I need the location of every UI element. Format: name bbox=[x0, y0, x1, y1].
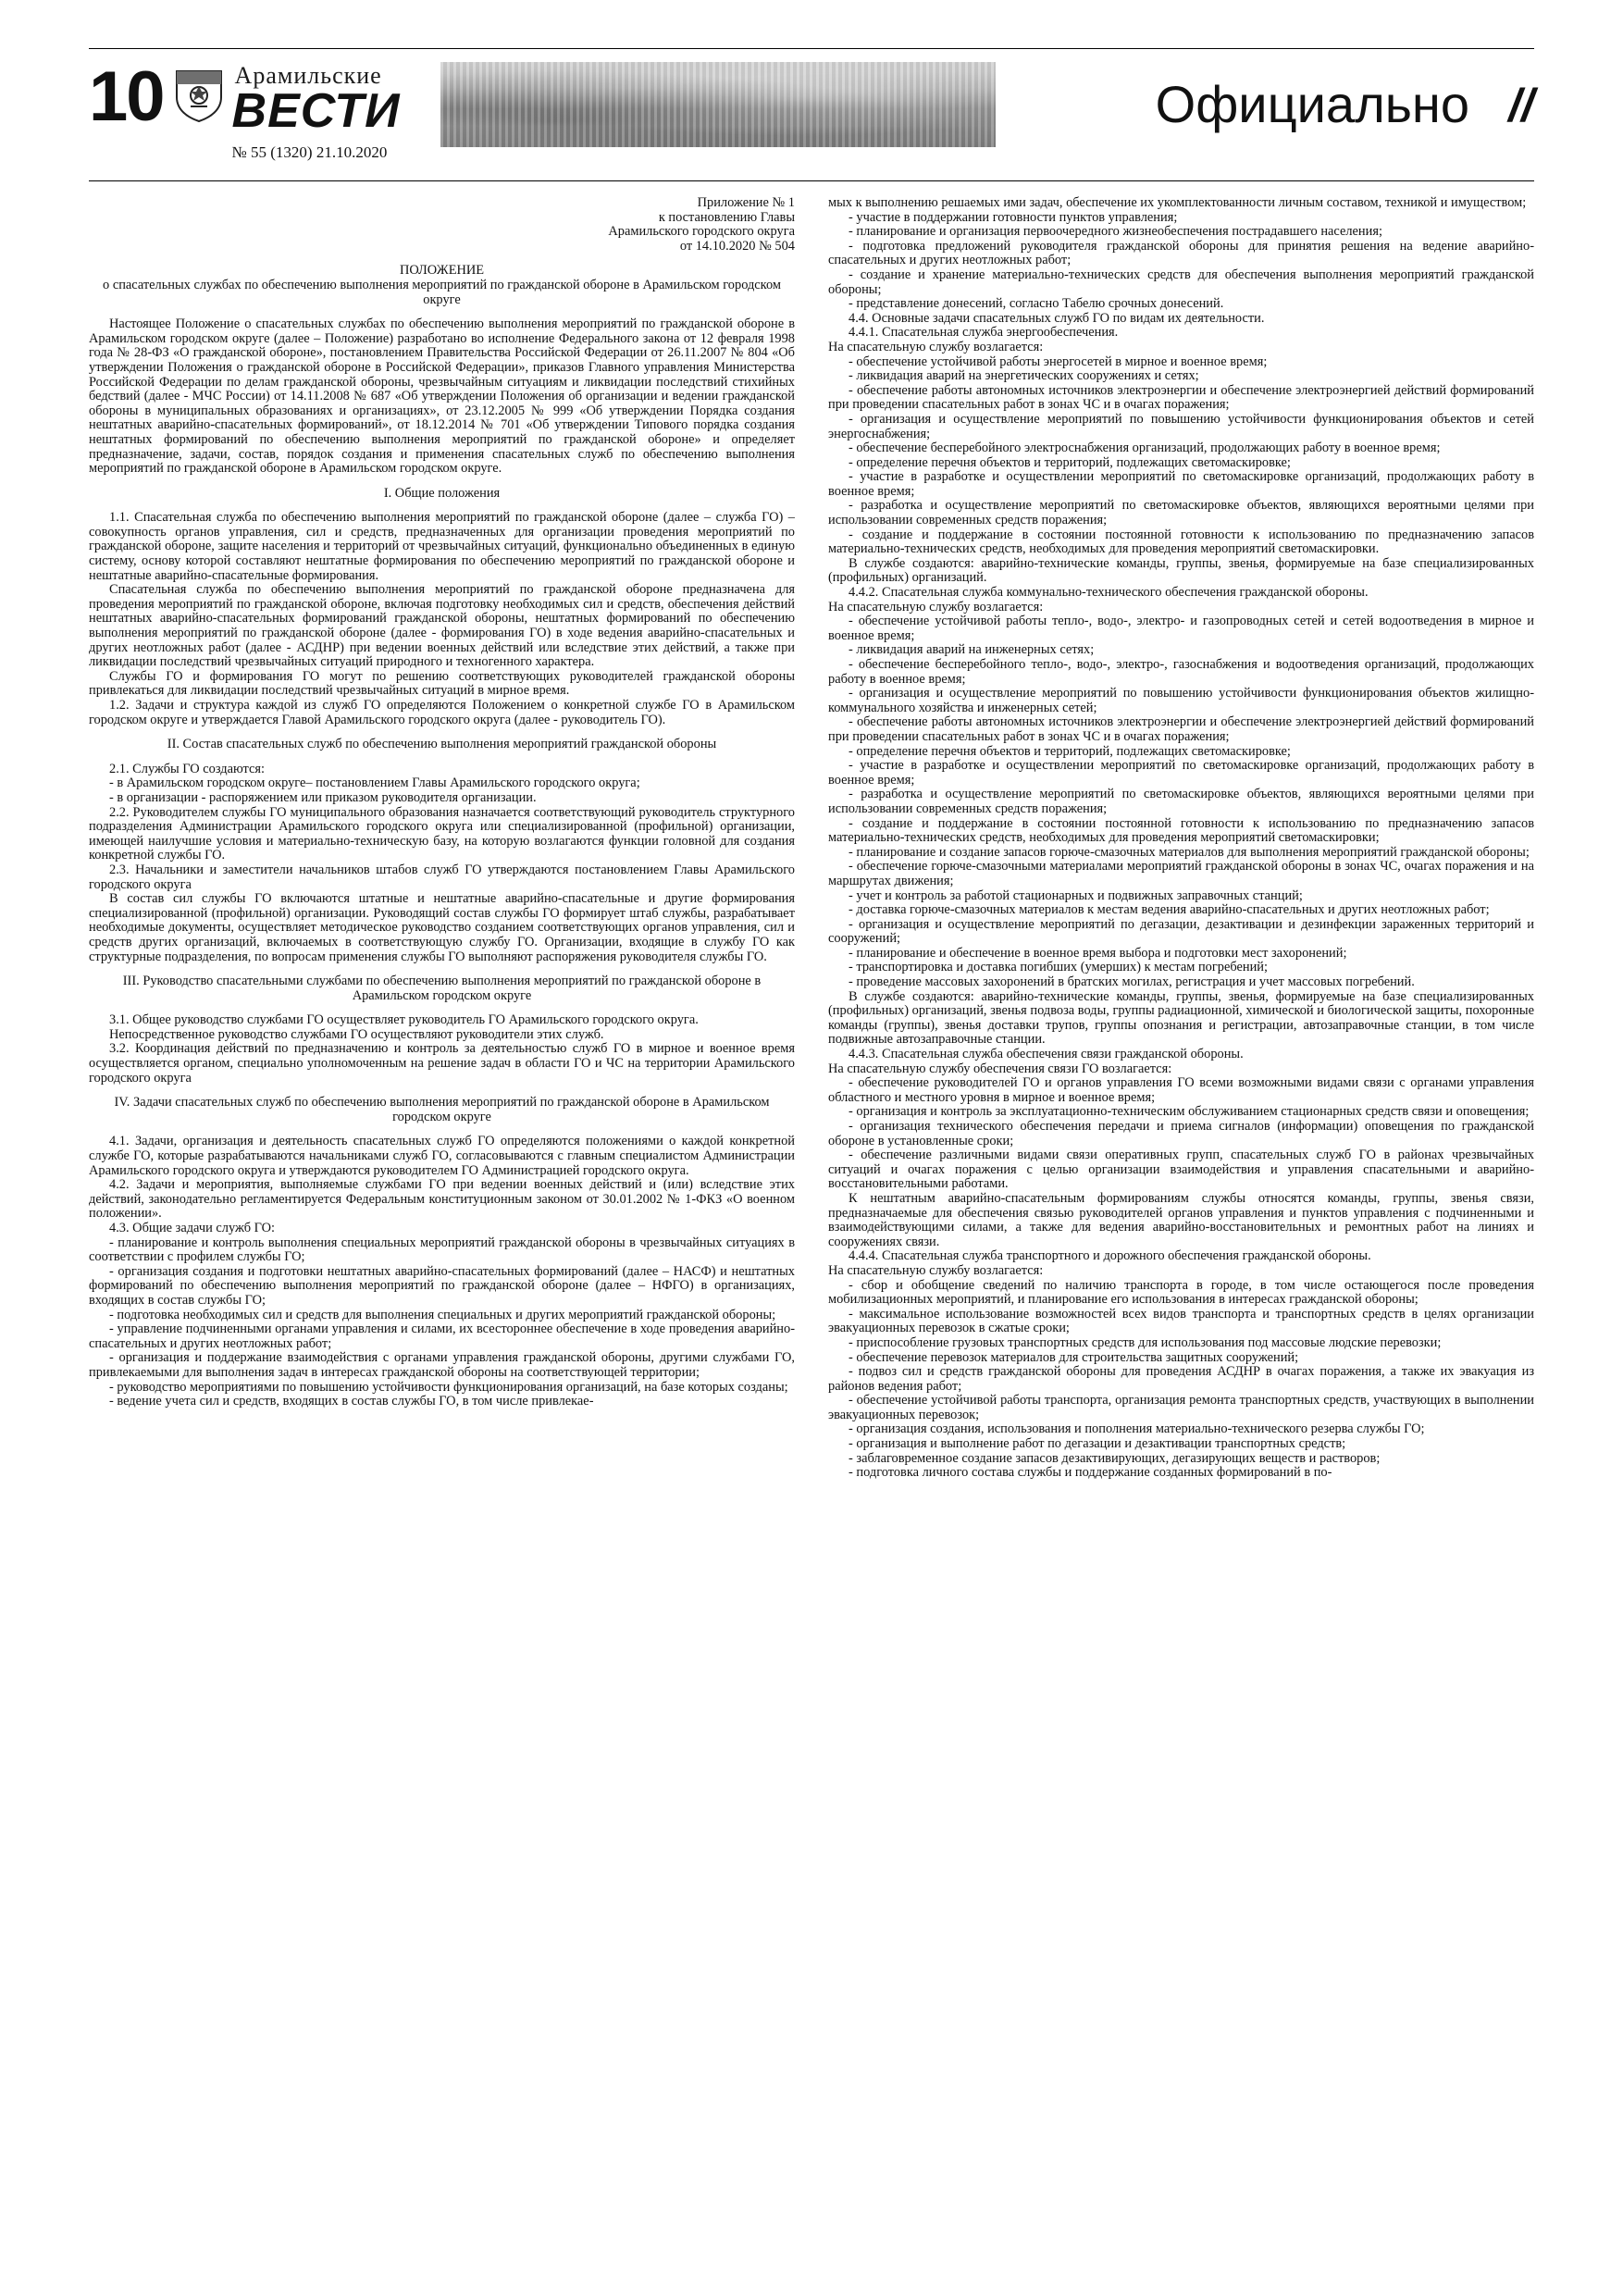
paragraph-4-2: 4.2. Задачи и мероприятия, выполняемые службами ГО при ведении военных действий и (или) вследствие этих действий, законодательно регламентируется Федеральным конституционным законом от 30.01.2002 № 1-ФКЗ «О военном положении». bbox=[89, 1177, 795, 1222]
list-item: - участие в разработке и осуществлении мероприятий по светомаскировке организаций, продолжающих работу в военное время; bbox=[828, 758, 1534, 788]
list-item: - организация и осуществление мероприятий по повышению устойчивости функционирования объектов жилищно-коммунального хозяйства и инженерных сетей; bbox=[828, 686, 1534, 715]
list-item: - подготовка личного состава службы и поддержание созданных формирований в по- bbox=[849, 1465, 1332, 1481]
paragraph-2-1b: - в организации - распоряжением или приказом руководителя организации. bbox=[109, 789, 537, 805]
list-item: - подвоз сил и средств гражданской обороны для проведения АСДНР в очагах поражения, а также их эвакуация из районов ведения работ; bbox=[828, 1364, 1534, 1394]
document-subtitle: о спасательных службах по обеспечению выполнения мероприятий по гражданской обороне в Арамильском городском округе bbox=[103, 277, 781, 307]
list-item: - обеспечение устойчивой работы транспорта, организация ремонта транспортных средств, участвующих в выполнении эвакуационных перевозок; bbox=[828, 1393, 1534, 1422]
page-number: 10 bbox=[89, 57, 164, 136]
list-item: - проведение массовых захоронений в братских могилах, регистрация и учет массовых погребений. bbox=[849, 974, 1415, 990]
article-columns bbox=[89, 196, 1534, 1481]
list-item: - обеспечение устойчивой работы энергосетей в мирное и военное время; bbox=[849, 354, 1268, 369]
list-item: - управление подчиненными органами управления и силами, их всестороннее обеспечение в ходе проведения аварийно-спасательных и других неотложных работ; bbox=[89, 1322, 795, 1351]
paragraph-2-1a: - в Арамильском городском округе– постановлением Главы Арамильского городского округа; bbox=[109, 776, 640, 791]
list-item: - ведение учета сил и средств, входящих в состав службы ГО, в том числе привлекае- bbox=[109, 1394, 594, 1409]
paragraph-3-1: 3.1. Общее руководство службами ГО осуществляет руководитель ГО Арамильского городского округа. bbox=[109, 1012, 699, 1028]
section-title: Официально bbox=[1155, 75, 1469, 133]
paragraph-4-4-4-lead: На спасательную службу возлагается: bbox=[828, 1262, 1044, 1278]
paragraph-3-2: 3.2. Координация действий по предназначению и контроль за деятельностью служб ГО в мирное и военное время осуществляется органом, специально уполномоченным на решение задач в области ГО и ЧС на территории Арамильского городского округа bbox=[89, 1041, 795, 1086]
paragraph-2-1: 2.1. Службы ГО создаются: bbox=[109, 761, 266, 776]
left-column bbox=[89, 196, 795, 1481]
list-item: - подготовка необходимых сил и средств для выполнения специальных и других мероприятий гражданской обороны; bbox=[109, 1307, 776, 1322]
paragraph-4-4-1-tail: В службе создаются: аварийно-технические команды, группы, звенья, формируемые на базе специализированных (профильных) организаций. bbox=[828, 555, 1534, 586]
list-item: - разработка и осуществление мероприятий по светомаскировке объектов, являющихся вероятными целями при использовании современных средств поражения; bbox=[828, 787, 1534, 816]
paragraph-2-3b: В состав сил службы ГО включаются штатные и нештатные аварийно-спасательные и другие формирования специализированной (профильной) организации. Руководящий состав службы ГО формирует штаб службы, разрабатывает необходимые документы, осуществляет методическое руководство созданием соответствующих органов управления, сил и средств других организаций, включаемых в соответствующую службу ГО. Организации, входящие в службу ГО как структурные подразделения, по вопросам применения службы ГО выполняют распоряжения руководителя службы ГО. bbox=[89, 891, 795, 964]
list-item: - организация создания и подготовки нештатных аварийно-спасательных формирований (далее – НАСФ) и нештатных формирований по обеспечению выполнения мероприятий по гражданской обороне (далее – НФГО) в организациях, входящих в состав службы ГО; bbox=[89, 1263, 795, 1308]
list-item: - подготовка предложений руководителя гражданской обороны для принятия решения на ведение аварийно-спасательных и других неотложных работ; bbox=[828, 238, 1534, 268]
list-item: - создание и хранение материально-технических средств для обеспечения выполнения мероприятий гражданской обороны; bbox=[828, 267, 1534, 297]
list-item: - обеспечение различными видами связи оперативных групп, спасательных служб ГО в районах чрезвычайных ситуаций и очагах поражения с целью организации взаимодействия и управления спасательными и аварийно-восстановительными работами. bbox=[828, 1148, 1534, 1192]
list-item: - определение перечня объектов и территорий, подлежащих светомаскировке; bbox=[849, 743, 1291, 759]
slashes-icon: // bbox=[1508, 80, 1534, 131]
list-item: - приспособление грузовых транспортных средств для использования под массовые людские перевозки; bbox=[849, 1334, 1442, 1350]
list-item: - представление донесений, согласно Табелю срочных донесений. bbox=[849, 296, 1224, 312]
section-heading-3: III. Руководство спасательными службами по обеспечению выполнения мероприятий по гражданской обороне в Арамильском городском округе bbox=[122, 974, 762, 1003]
paragraph-4-4-3-tail: К нештатным аварийно-спасательным формированиям службы относятся команды, группы, звенья связи, предназначаемые для обеспечения связью руководителей органов управления и пунктов управления с подчиненными и взаимодействующими силами, а также для ведения аварийно-восстановительных и ремонтных работ на линиях и сооружениях связи. bbox=[828, 1190, 1534, 1249]
list-item: - создание и поддержание в состоянии постоянной готовности к использованию по предназначению запасов материально-технических средств, необходимых для проведения мероприятий светомаскировки. bbox=[828, 527, 1534, 557]
paragraph-1-2: 1.2. Задачи и структура каждой из служб ГО определяются Положением о конкретной службе ГО в Арамильском городском округе и утверждается Главой Арамильского городского округа (далее - руководитель ГО). bbox=[89, 698, 795, 727]
list-item: - организация и осуществление мероприятий по дегазации, дезактивации и дезинфекции зараженных территорий и сооружений; bbox=[828, 916, 1534, 947]
list-item: - обеспечение горюче-смазочными материалами мероприятий гражданской обороны в зонах ЧС, очагах поражения и на маршрутах движения; bbox=[828, 859, 1534, 888]
list-item: - обеспечение руководителей ГО и органов управления ГО всеми возможными видами связи с органами управления областного и местного уровня в мирное и военное время; bbox=[828, 1075, 1534, 1105]
list-item: - планирование и создание запасов горюче-смазочных материалов для выполнения мероприятий гражданской обороны; bbox=[849, 844, 1530, 860]
list-item: - транспортировка и доставка погибших (умерших) к местам погребений; bbox=[849, 960, 1268, 975]
appendix-line: Арамильского городского округа bbox=[608, 224, 795, 240]
paragraph-2-2: 2.2. Руководителем службы ГО муниципального образования назначается соответствующий руководитель структурного подразделения Администрации Арамильского городского округа или специализированной (профильной) организации, имеющей наилучшие условия и материально-техническую базу, на которую возлагаются функции головной для создания конкретной службы ГО. bbox=[89, 804, 795, 863]
top-rule bbox=[89, 48, 1534, 49]
list-item: - учет и контроль за работой стационарных и подвижных заправочных станций; bbox=[849, 887, 1303, 903]
paragraph-1-1c: Службы ГО и формирования ГО могут по решению соответствующих руководителей гражданской обороны привлекаться для ликвидации последствий чрезвычайных ситуаций в мирное время. bbox=[89, 668, 795, 699]
paragraph-1-1: 1.1. Спасательная служба по обеспечению выполнения мероприятий по гражданской обороне (далее – служба ГО) – совокупность органов управления, сил и средств, предназначенных для организации проведения мероприятий по гражданской обороне, защите населения и территорий от чрезвычайных ситуаций, функционально объединенных в единую систему, основу которой составляют нештатные формирования по обеспечению мероприятий по гражданской обороне и нештатные аварийно-спасательные формирования. bbox=[89, 510, 795, 583]
list-item: - планирование и организация первоочередного жизнеобеспечения пострадавшего населения; bbox=[849, 224, 1382, 240]
paragraph-4-4-2-tail: В службе создаются: аварийно-технические команды, группы, звенья, формируемые на базе специализированных (профильных) организаций, звенья подвоза воды, группы радиационной, химической и биологической защиты, похоронные команды (группы), звенья доставки трупов, группы опознания и регистрации, автозаправочные станции, в том числе подвижные автозаправочные станции. bbox=[828, 988, 1534, 1048]
list-item: - организация технического обеспечения передачи и приема сигналов (информации) оповещения по гражданской обороне в установленные сроки; bbox=[828, 1119, 1534, 1148]
masthead-rule bbox=[89, 180, 1534, 181]
list-item: - сбор и обобщение сведений по наличию транспорта в городе, в том числе остающегося после проведения мобилизационных мероприятий, и планирование его использования в интересах гражданской обороны; bbox=[828, 1277, 1534, 1308]
list-item: - планирование и контроль выполнения специальных мероприятий гражданской обороны в чрезвычайных ситуациях в соответствии с профилем службы ГО; bbox=[89, 1235, 795, 1265]
list-item: - участие в разработке и осуществлении мероприятий по светомаскировке организаций, продолжающих работу в военное время; bbox=[828, 469, 1534, 499]
list-item: - определение перечня объектов и территорий, подлежащих светомаскировке; bbox=[849, 454, 1291, 470]
newspaper-title-block bbox=[232, 64, 401, 162]
list-item: - организация создания, использования и пополнения материально-технического резерва службы ГО; bbox=[849, 1421, 1425, 1437]
intro-paragraph: Настоящее Положение о спасательных службах по обеспечению выполнения мероприятий по гражданской обороне в Арамильском городском округе (далее – Положение) разработано во исполнение Федерального закона от 12 февраля 1998 года № 28-ФЗ «О гражданской обороне», постановлением Правительства Российской Федерации от 26.11.2007 № 804 «Об утверждении Положения о гражданской обороне в Российской Федерации», приказов Главного управления Министерства Российской Федерации по делам гражданской обороны, чрезвычайным ситуациям и ликвидации последствий стихийных бедствий (далее - МЧС России) от 14.11.2008 № 687 «Об утверждении Положения об организации и ведении гражданской обороны в муниципальных образованиях и организациях», от 23.12.2005 № 999 «Об утверждении Порядка создания нештатных аварийно-спасательных формирований», от 18.12.2014 № 701 «Об утверждении Типового порядка создания нештатных формирований по обеспечению выполнения мероприятий по гражданской обороне» и определяет предназначение, задачи, состав, порядок создания и применения спасательных служб по обеспечению выполнения мероприятий по гражданской обороне в Арамильском городском округе. bbox=[89, 316, 795, 477]
list-item: - обеспечение устойчивой работы тепло-, водо-, электро- и газопроводных сетей и сетей водоотведения в мирное и военное время; bbox=[828, 614, 1534, 643]
list-item: - обеспечение работы автономных источников электроэнергии и обеспечение электроэнергией действий формирований при проведении спасательных работ в зонах ЧС и в очагах поражения; bbox=[828, 382, 1534, 413]
list-item: - руководство мероприятиями по повышению устойчивости функционирования организаций, на базе которых созданы; bbox=[109, 1379, 788, 1395]
list-item: - обеспечение бесперебойного электроснабжения организаций, продолжающих работу в военное время; bbox=[849, 441, 1441, 456]
paragraph-4-1: 4.1. Задачи, организация и деятельность спасательных служб ГО определяются положениями о каждой конкретной службе ГО, которые разрабатываются начальниками служб ГО, согласовываются с главным специалистом Администрации Арамильского городского округа и утверждаются руководителем ГО Администрацией городского округа. bbox=[89, 1134, 795, 1178]
paragraph-4-4-4: 4.4.4. Спасательная служба транспортного и дорожного обеспечения гражданской обороны. bbox=[849, 1248, 1371, 1264]
list-item: - ликвидация аварий на инженерных сетях; bbox=[849, 642, 1095, 658]
issue-line: № 55 (1320) 21.10.2020 bbox=[231, 143, 388, 161]
list-item: - заблаговременное создание запасов дезактивирующих, дегазирующих веществ и растворов; bbox=[849, 1450, 1381, 1466]
newspaper-title-big: ВЕСТИ bbox=[231, 84, 401, 138]
appendix-line: к постановлению Главы bbox=[658, 209, 795, 225]
list-item: - разработка и осуществление мероприятий по светомаскировке объектов, являющихся вероятными целями при использовании современных средств поражения; bbox=[828, 498, 1534, 528]
list-item: - ликвидация аварий на энергетических сооружениях и сетях; bbox=[849, 368, 1199, 384]
paragraph-2-3: 2.3. Начальники и заместители начальников штабов служб ГО утверждаются постановлением Главы Арамильского городского округа bbox=[89, 862, 795, 892]
list-item: - обеспечение перевозок материалов для строительства защитных сооружений; bbox=[849, 1349, 1299, 1365]
list-item: - организация и поддержание взаимодействия с органами управления гражданской обороны, другими службами ГО, привлекаемыми для выполнения задач в интересах гражданской обороны на соответствующей территории; bbox=[89, 1350, 795, 1380]
appendix-line: Приложение № 1 bbox=[697, 195, 795, 210]
masthead bbox=[89, 57, 1534, 173]
list-item: - планирование и обеспечение в военное время выбора и подготовки мест захоронений; bbox=[849, 945, 1347, 961]
list-item: - организация и выполнение работ по дегазации и дезактивации транспортных средств; bbox=[849, 1436, 1346, 1452]
paragraph-4-3: 4.3. Общие задачи служб ГО: bbox=[109, 1221, 276, 1235]
section-heading-2: II. Состав спасательных служб по обеспечению выполнения мероприятий гражданской обороны bbox=[167, 737, 717, 752]
list-item: - доставка горюче-смазочных материалов к местам ведения аварийно-спасательных и других неотложных работ; bbox=[849, 902, 1490, 918]
list-item: - участие в поддержании готовности пунктов управления; bbox=[849, 209, 1178, 225]
paragraph-3-1b: Непосредственное руководство службами ГО осуществляют руководители этих служб. bbox=[109, 1026, 604, 1042]
paragraph-4-4-2-lead: На спасательную службу возлагается: bbox=[828, 599, 1044, 614]
newspaper-title-small: Арамильские bbox=[234, 62, 382, 89]
paragraph-4-4-3-lead: На спасательную службу обеспечения связи ГО возлагается: bbox=[828, 1061, 1172, 1076]
paragraph-4-4-1-lead: На спасательную службу возлагается: bbox=[828, 339, 1044, 354]
document-title: ПОЛОЖЕНИЕ bbox=[399, 263, 485, 279]
section-heading-4: IV. Задачи спасательных служб по обеспечению выполнения мероприятий по гражданской обороне в Арамильском городском округе bbox=[114, 1095, 770, 1124]
masthead-photo bbox=[440, 62, 996, 147]
coat-of-arms-icon bbox=[173, 66, 225, 123]
section-heading-1: I. Общие положения bbox=[383, 485, 501, 501]
appendix-line: от 14.10.2020 № 504 bbox=[679, 238, 795, 254]
list-item: - организация и осуществление мероприятий по повышению устойчивости функционирования объектов и сетей энергоснабжения; bbox=[828, 411, 1534, 441]
list-item: - максимальное использование возможностей всех видов транспорта и транспортных средств в целях организации эвакуационных перевозок в сжатые сроки; bbox=[828, 1306, 1534, 1336]
list-item: - обеспечение работы автономных источников электроэнергии и обеспечение электроэнергией действий формирований при проведении спасательных работ в зонах ЧС и в очагах поражения; bbox=[828, 714, 1534, 744]
list-item: - обеспечение бесперебойного тепло-, водо-, электро-, газоснабжения и водоотведения организаций, продолжающих работу в военное время; bbox=[828, 657, 1534, 687]
paragraph-1-1b: Спасательная служба по обеспечению выполнения мероприятий по гражданской обороне предназначена для проведения мероприятий по гражданской обороне, включая подготовку необходимых сил и средств, обеспечения действий нештатных аварийно-спасательных формирований гражданской обороны, нештатных формирований по обеспечению выполнения мероприятий по гражданской обороне (далее - формирования ГО) в ходе ведения аварийно-спасательных и других неотложных работ (далее - АСДНР) при ведении военных действий или вследствие этих действий, а также при ликвидации последствий чрезвычайных ситуаций природного и техногенного характера. bbox=[89, 582, 795, 670]
paragraph-4-4: 4.4. Основные задачи спасательных служб ГО по видам их деятельности. bbox=[849, 310, 1265, 326]
paragraph-4-4-2: 4.4.2. Спасательная служба коммунально-технического обеспечения гражданской обороны. bbox=[849, 585, 1369, 601]
paragraph-4-4-1: 4.4.1. Спасательная служба энергообеспечения. bbox=[849, 325, 1119, 341]
list-item: - создание и поддержание в состоянии постоянной готовности к использованию по предназначению запасов материально-технических средств, необходимых для проведения мероприятий светомаскировки; bbox=[828, 815, 1534, 846]
right-column bbox=[828, 196, 1534, 1481]
paragraph-4-4-3: 4.4.3. Спасательная служба обеспечения связи гражданской обороны. bbox=[849, 1047, 1244, 1062]
continuation-paragraph: мых к выполнению решаемых ими задач, обеспечение их укомплектованности личным составом, техникой и имуществом; bbox=[828, 195, 1527, 210]
list-item: - организация и контроль за эксплуатационно-техническим обслуживанием стационарных средств связи и оповещения; bbox=[849, 1104, 1530, 1120]
